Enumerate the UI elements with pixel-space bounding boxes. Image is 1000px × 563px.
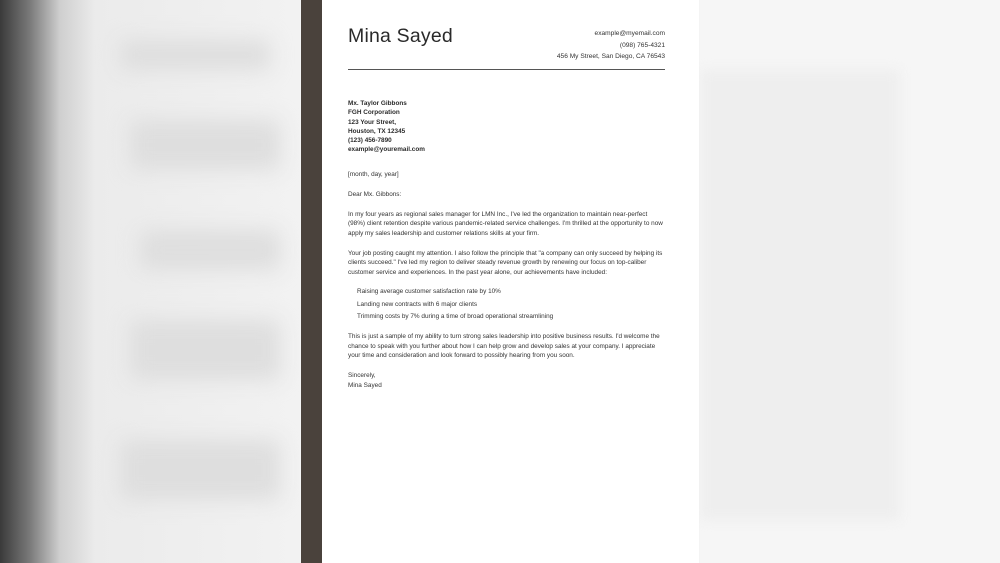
background-blur-block — [120, 440, 280, 500]
recipient-city: Houston, TX 12345 — [348, 127, 406, 135]
sender-phone: (098) 765-4321 — [619, 41, 665, 49]
background-blur-block — [120, 40, 270, 70]
letter-greeting: Dear Mx. Gibbons: — [348, 190, 402, 198]
list-item: Raising average customer satisfaction rate by 10% — [357, 288, 501, 296]
recipient-company: FGH Corporation — [348, 109, 400, 117]
sender-address: 456 My Street, San Diego, CA 76543 — [556, 53, 665, 60]
recipient-name: Mx. Taylor Gibbons — [348, 100, 407, 107]
list-item: Trimming costs by 7% during a time of broad operational streamlining — [357, 312, 554, 320]
achievements-list — [348, 287, 666, 321]
background-blur-block — [700, 70, 900, 520]
letter-signature: Mina Sayed — [348, 381, 382, 389]
cover-letter-page — [301, 0, 699, 563]
letter-signoff: Sincerely, — [348, 372, 376, 380]
sender-name: Mina Sayed — [348, 25, 453, 47]
letter-date: [month, day, year] — [348, 170, 399, 178]
recipient-block — [348, 99, 666, 155]
background-blur-block — [130, 120, 280, 170]
header-divider — [348, 69, 665, 70]
recipient-street: 123 Your Street, — [348, 118, 397, 126]
letter-closing — [348, 371, 666, 390]
accent-sidebar — [301, 0, 322, 563]
letter-body — [348, 99, 666, 390]
sender-contact-block — [557, 28, 665, 63]
background-blur-block — [140, 230, 280, 270]
background-blur-block — [130, 320, 280, 380]
letter-paragraph-1: In my four years as regional sales manager for LMN Inc., I've led the organization to maintain near-perfect (98%) client retention despite various pandemic-related service challenges. I'm thrilled at the opportunity to now apply my sales leadership and customer relations skills at your firm. — [348, 210, 663, 237]
letter-paragraph-2: Your job posting caught my attention. I also follow the principle that "a company can only succeed by helping its clients succeed." I've led my region to deliver steady revenue growth by renewing our focus on top-caliber customer service and experiences. In the past year alone, our achievements have included: — [348, 250, 663, 276]
sender-email: example@myemail.com — [594, 30, 665, 37]
recipient-phone: (123) 456-7890 — [348, 137, 392, 145]
recipient-email: example@youremail.com — [348, 146, 425, 154]
letter-paragraph-3: This is just a sample of my ability to turn strong sales leadership into positive business results. I'd welcome the chance to speak with you further about how I can help grow and develop sales at your company. I appreciate your time and consideration and look forward to possibly hearing from you soon. — [348, 333, 660, 360]
list-item: Landing new contracts with 6 major clients — [357, 300, 478, 308]
